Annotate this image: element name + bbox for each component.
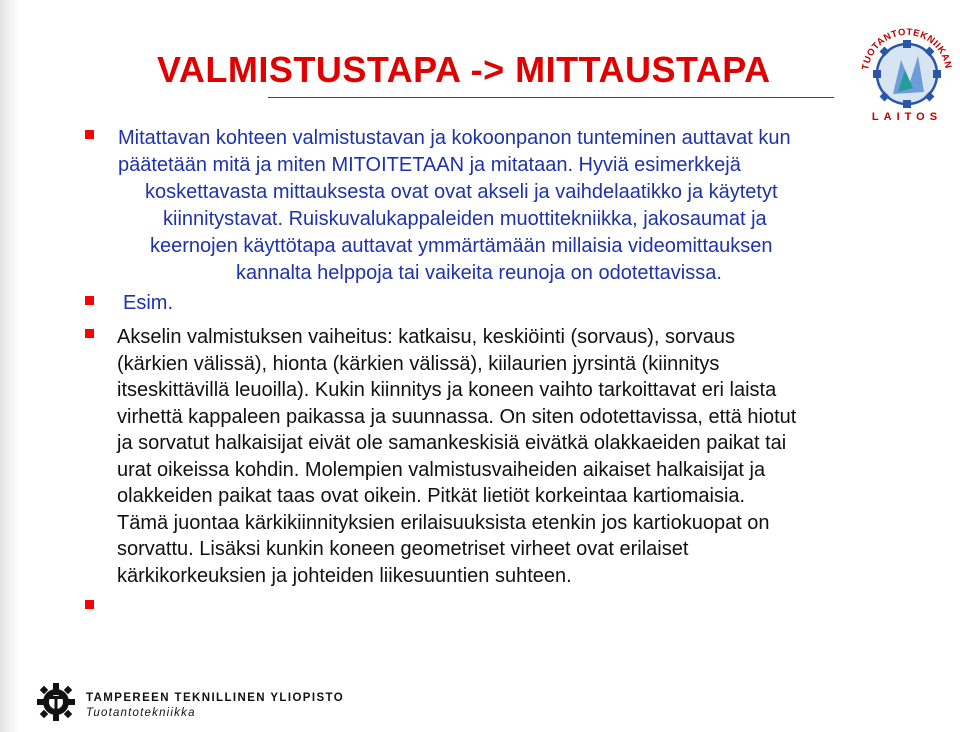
intro-line: keernojen käyttötapa auttavat ymmärtämään millaisia videomittauksen — [150, 235, 773, 257]
example-label: Esim. — [123, 292, 173, 314]
intro-line: kiinnitystavat. Ruiskuvalukappaleiden muottitekniikka, jakosaumat ja — [163, 208, 767, 230]
footer-university-name: TAMPEREEN TEKNILLINEN YLIOPISTO — [86, 692, 345, 704]
intro-line: päätetään mitä ja miten MITOITETAAN ja mitataan. Hyviä esimerkkejä — [118, 154, 741, 176]
university-gear-logo-icon — [36, 682, 76, 722]
body-line: kärkikorkeuksien ja johteiden liikesuuntien suhteen. — [117, 564, 572, 587]
slide-title: VALMISTUSTAPA -> MITTAUSTAPA — [157, 49, 771, 90]
bullet-icon — [85, 600, 94, 609]
body-line: olakkeiden paikat taas ovat oikein. Pitkät lietiöt korkeintaa kartiomaisia. — [117, 485, 746, 507]
intro-line: koskettavasta mittauksesta ovat ovat akseli ja vaihdelaatikko ja käytetyt — [145, 181, 778, 203]
body-line: sorvattu. Lisäksi kunkin koneen geometriset virheet ovat erilaiset — [117, 538, 689, 560]
title-underline — [268, 97, 834, 98]
body-line: Akselin valmistuksen vaiheitus: katkaisu, keskiöinti (sorvaus), sorvaus — [117, 326, 736, 348]
body-line: (kärkien välissä), hionta (kärkien välissä), kiilaurien jyrsintä (kiinnitys — [117, 352, 720, 375]
body-line: itseskittävillä leuoilla). Kukin kiinnitys ja koneen vaihto tarkoittavat eri laista — [117, 379, 777, 401]
department-logo — [858, 12, 956, 124]
logo-arc-text: TUOTANTOTEKNIIKAN — [860, 26, 954, 71]
left-margin-strip — [0, 0, 18, 732]
footer-department-name: Tuotantotekniikka — [86, 707, 196, 719]
body-line: virhettä kappaleen paikassa ja suunnassa. On siten odotettavissa, että hiotut — [117, 405, 797, 428]
bullet-icon — [85, 329, 94, 338]
bullet-icon — [85, 296, 94, 305]
body-line: ja sorvatut halkaisijat eivät ole samankeskisiä eivätkä olakkaeiden paikat tai — [117, 432, 787, 454]
logo-bottom-text: LAITOS — [871, 111, 943, 123]
intro-paragraph — [0, 125, 960, 287]
body-line: Tämä juontaa kärkikiinnityksien erilaisuuksista etenkin jos kartiokuopat on — [117, 511, 770, 534]
gear-icon — [873, 40, 941, 108]
body-line: urat oikeissa kohdin. Molempien valmistusvaiheiden aikaiset halkaisijat ja — [117, 458, 766, 481]
body-paragraph — [117, 324, 796, 589]
intro-line: Mitattavan kohteen valmistustavan ja kokoonpanon tunteminen auttavat kun — [118, 127, 791, 149]
intro-line: kannalta helppoja tai vaikeita reunoja on odotettavissa. — [236, 262, 722, 284]
